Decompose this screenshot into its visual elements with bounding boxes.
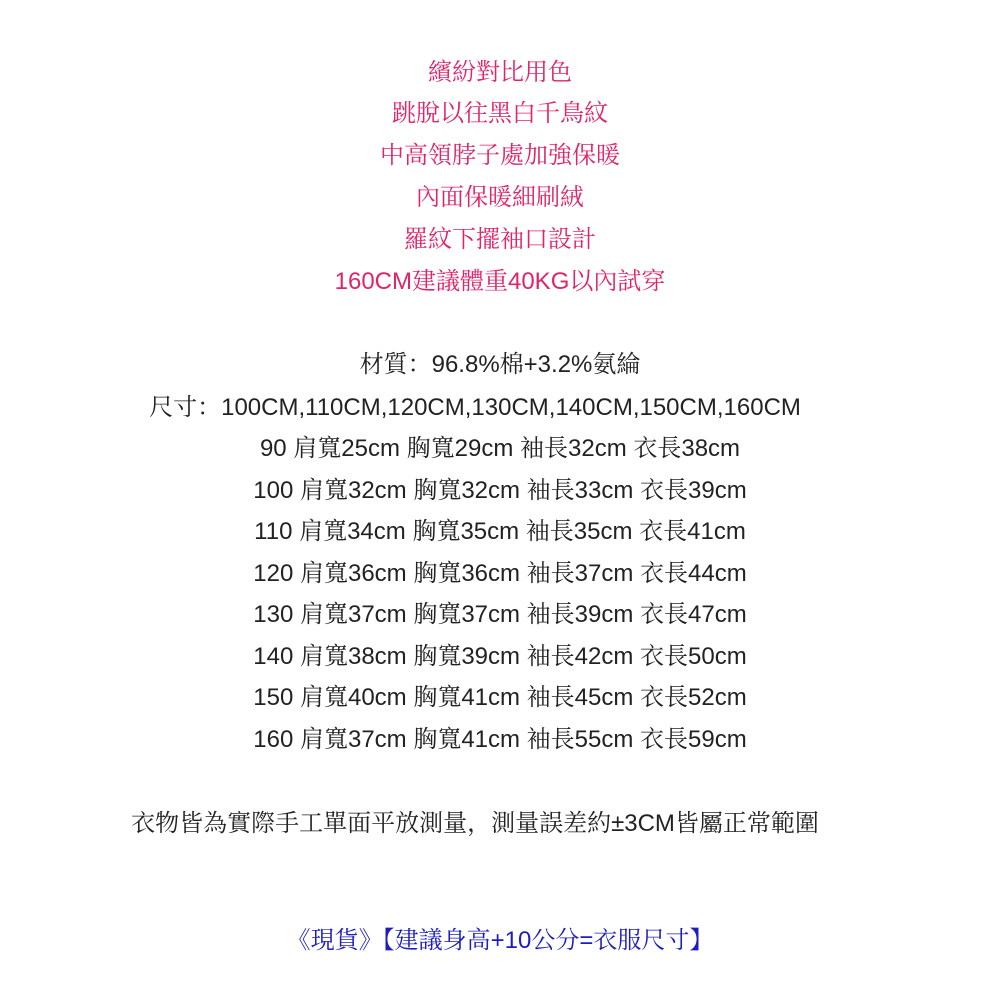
sizes-line: 尺寸：100CM,110CM,120CM,130CM,140CM,150CM,160CM bbox=[149, 394, 801, 421]
feature-line: 中高領脖子處加強保暖 bbox=[380, 142, 620, 169]
size-row: 90 肩寬25cm 胸寬29cm 袖長32cm 衣長38cm bbox=[259, 435, 741, 462]
size-row: 100 肩寬32cm 胸寬32cm 袖長33cm 衣長39cm bbox=[253, 477, 747, 504]
feature-line: 繽紛對比用色 bbox=[428, 59, 572, 86]
size-row: 160 肩寬37cm 胸寬41cm 袖長55cm 衣長59cm bbox=[253, 726, 747, 753]
feature-line: 羅紋下擺袖口設計 bbox=[404, 226, 596, 253]
measurement-note: 衣物皆為實際手工單面平放測量，測量誤差約±3CM皆屬正常範圍 bbox=[131, 810, 819, 837]
size-row: 130 肩寬37cm 胸寬37cm 袖長39cm 衣長47cm bbox=[253, 601, 747, 628]
size-row: 150 肩寬40cm 胸寬41cm 袖長45cm 衣長52cm bbox=[253, 684, 747, 711]
feature-line: 160CM建議體重40KG以內試穿 bbox=[334, 268, 666, 295]
feature-line: 內面保暖細刷絨 bbox=[416, 184, 584, 211]
stock-note: 《現貨》【建議身高+10公分=衣服尺寸】 bbox=[286, 927, 714, 954]
feature-line: 跳脫以往黑白千鳥紋 bbox=[392, 100, 608, 127]
material-line: 材質：96.8%棉+3.2%氨綸 bbox=[359, 351, 641, 378]
size-row: 140 肩寬38cm 胸寬39cm 袖長42cm 衣長50cm bbox=[253, 643, 747, 670]
size-row: 110 肩寬34cm 胸寬35cm 袖長35cm 衣長41cm bbox=[254, 518, 746, 545]
size-row: 120 肩寬36cm 胸寬36cm 袖長37cm 衣長44cm bbox=[253, 560, 747, 587]
